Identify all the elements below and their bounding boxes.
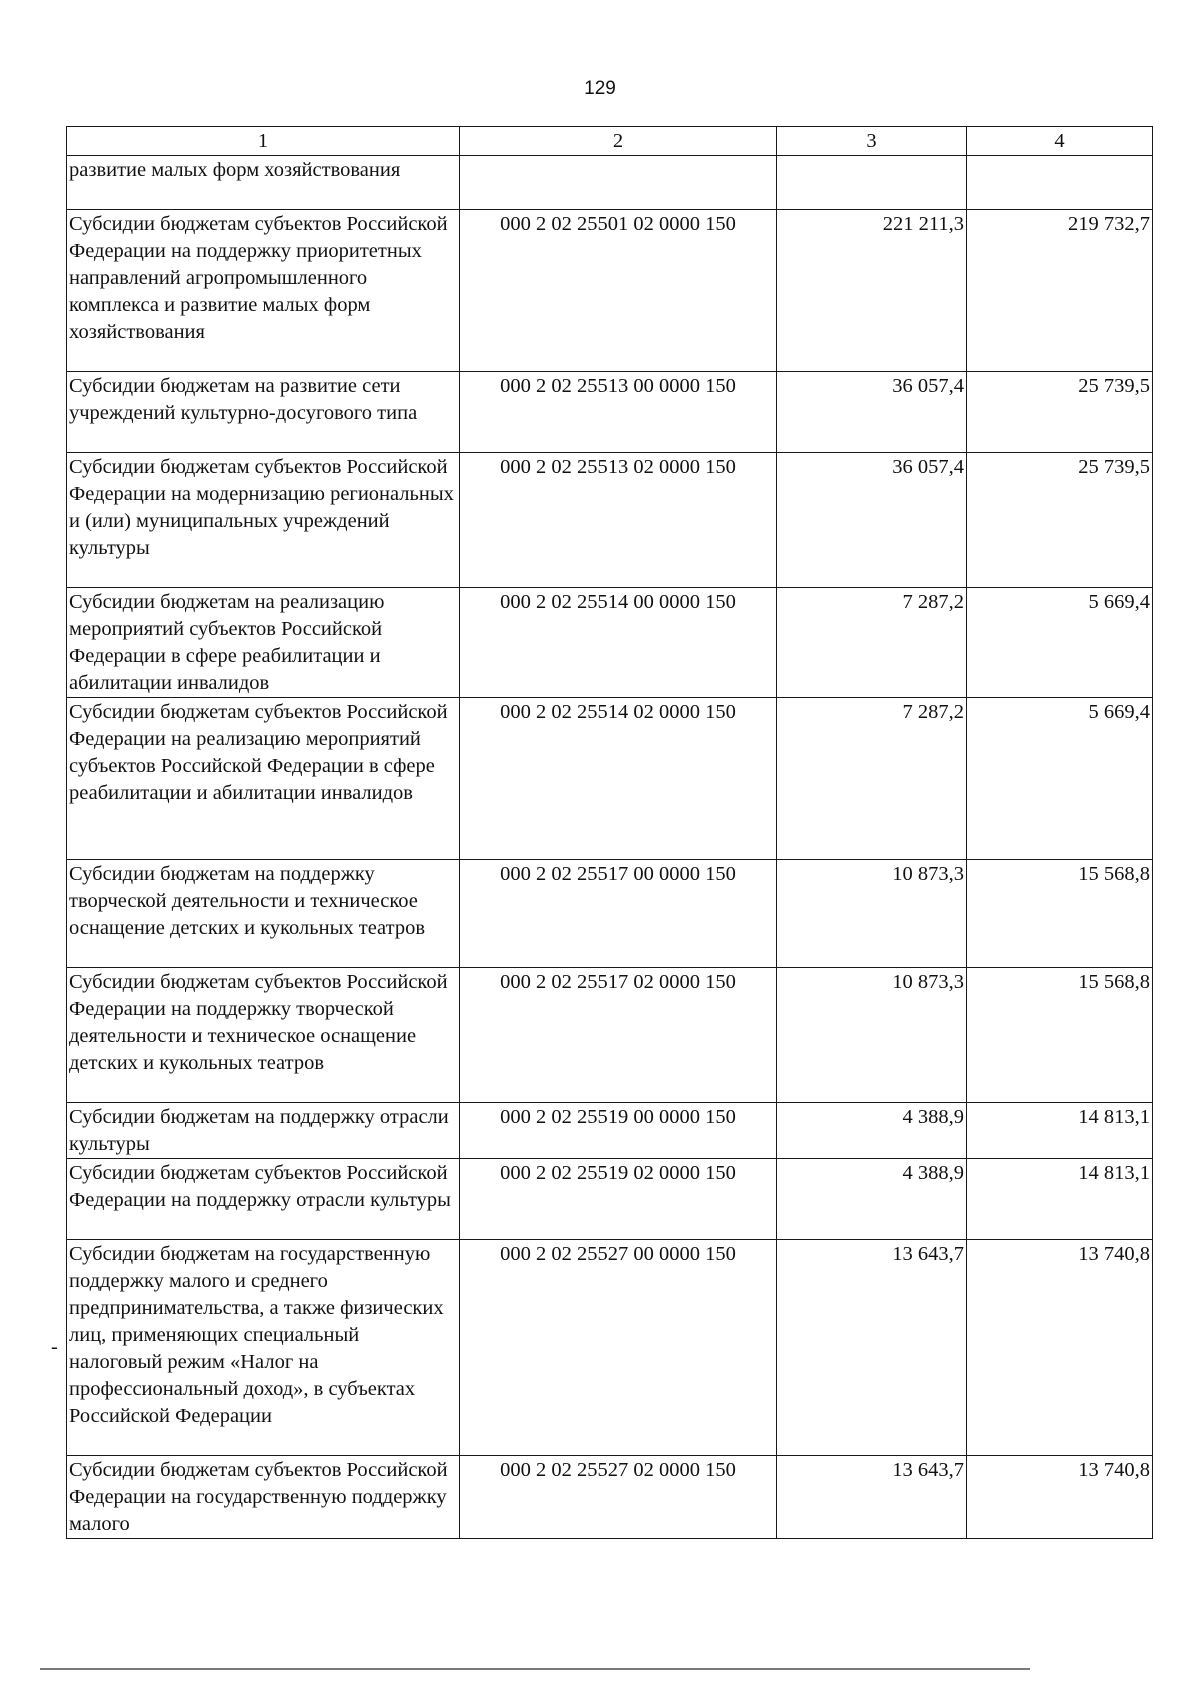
table-row <box>67 698 1153 860</box>
row-value-4: 5 669,4 <box>967 698 1153 860</box>
row-code: 000 2 02 25519 02 0000 150 <box>460 1159 777 1240</box>
row-name: Субсидии бюджетам на развитие сети учреждений культурно-досугового типа <box>67 372 460 453</box>
row-code: 000 2 02 25501 02 0000 150 <box>460 210 777 372</box>
row-value-4: 25 739,5 <box>967 372 1153 453</box>
row-code: 000 2 02 25513 02 0000 150 <box>460 453 777 588</box>
row-code <box>460 156 777 210</box>
row-name: Субсидии бюджетам на реализацию мероприятий субъектов Российской Федерации в сфере реабилитации и абилитации инвалидов <box>67 588 460 698</box>
row-name: Субсидии бюджетам субъектов Российской Федерации на поддержку приоритетных направлений агропромышленного комплекса и развитие малых форм хозяйствования <box>67 210 460 372</box>
row-value-4: 14 813,1 <box>967 1159 1153 1240</box>
row-value-4 <box>967 156 1153 210</box>
row-value-4: 5 669,4 <box>967 588 1153 698</box>
row-value-3: 4 388,9 <box>777 1159 967 1240</box>
row-value-4: 219 732,7 <box>967 210 1153 372</box>
column-header-1: 1 <box>67 127 460 156</box>
table-header-row <box>67 127 1153 156</box>
row-value-3: 7 287,2 <box>777 588 967 698</box>
row-code: 000 2 02 25519 00 0000 150 <box>460 1103 777 1159</box>
page-number: 129 <box>584 78 616 99</box>
table-row <box>67 860 1153 968</box>
table-row <box>67 968 1153 1103</box>
row-value-3: 36 057,4 <box>777 453 967 588</box>
row-code: 000 2 02 25517 02 0000 150 <box>460 968 777 1103</box>
scan-edge-line <box>40 1668 1030 1670</box>
row-value-4: 15 568,8 <box>967 860 1153 968</box>
row-value-4: 13 740,8 <box>967 1456 1153 1539</box>
table-row <box>67 1456 1153 1539</box>
row-name: Субсидии бюджетам субъектов Российской Федерации на поддержку отрасли культуры <box>67 1159 460 1240</box>
row-value-3: 221 211,3 <box>777 210 967 372</box>
table-row <box>67 372 1153 453</box>
row-name: Субсидии бюджетам субъектов Российской Федерации на государственную поддержку малого <box>67 1456 460 1539</box>
table-row <box>67 1159 1153 1240</box>
column-header-4: 4 <box>967 127 1153 156</box>
row-value-4: 13 740,8 <box>967 1240 1153 1456</box>
row-value-3: 7 287,2 <box>777 698 967 860</box>
row-name: Субсидии бюджетам на поддержку отрасли культуры <box>67 1103 460 1159</box>
row-code: 000 2 02 25527 02 0000 150 <box>460 1456 777 1539</box>
row-code: 000 2 02 25514 02 0000 150 <box>460 698 777 860</box>
row-value-3 <box>777 156 967 210</box>
budget-table <box>66 126 1153 1539</box>
row-value-3: 13 643,7 <box>777 1240 967 1456</box>
table-row <box>67 1103 1153 1159</box>
column-header-3: 3 <box>777 127 967 156</box>
column-header-2: 2 <box>460 127 777 156</box>
margin-mark: - <box>51 1336 58 1358</box>
row-name: Субсидии бюджетам субъектов Российской Федерации на реализацию мероприятий субъектов Российской Федерации в сфере реабилитации и абилитации инвалидов <box>67 698 460 860</box>
row-code: 000 2 02 25517 00 0000 150 <box>460 860 777 968</box>
table-row <box>67 210 1153 372</box>
row-value-3: 10 873,3 <box>777 968 967 1103</box>
row-name: Субсидии бюджетам на поддержку творческой деятельности и техническое оснащение детских и кукольных театров <box>67 860 460 968</box>
row-name: Субсидии бюджетам на государственную поддержку малого и среднего предпринимательства, а также физических лиц, применяющих специальный налоговый режим «Налог на профессиональный доход», в субъектах Российской Федерации <box>67 1240 460 1456</box>
row-code: 000 2 02 25513 00 0000 150 <box>460 372 777 453</box>
table-row <box>67 588 1153 698</box>
row-value-4: 15 568,8 <box>967 968 1153 1103</box>
row-value-4: 25 739,5 <box>967 453 1153 588</box>
row-value-3: 13 643,7 <box>777 1456 967 1539</box>
row-code: 000 2 02 25527 00 0000 150 <box>460 1240 777 1456</box>
table-row <box>67 156 1153 210</box>
table-row <box>67 1240 1153 1456</box>
row-value-3: 36 057,4 <box>777 372 967 453</box>
row-value-4: 14 813,1 <box>967 1103 1153 1159</box>
row-name: Субсидии бюджетам субъектов Российской Федерации на поддержку творческой деятельности и техническое оснащение детских и кукольных театров <box>67 968 460 1103</box>
row-code: 000 2 02 25514 00 0000 150 <box>460 588 777 698</box>
row-value-3: 10 873,3 <box>777 860 967 968</box>
row-value-3: 4 388,9 <box>777 1103 967 1159</box>
row-name: развитие малых форм хозяйствования <box>67 156 460 210</box>
table-row <box>67 453 1153 588</box>
row-name: Субсидии бюджетам субъектов Российской Федерации на модернизацию региональных и (или) муниципальных учреждений культуры <box>67 453 460 588</box>
